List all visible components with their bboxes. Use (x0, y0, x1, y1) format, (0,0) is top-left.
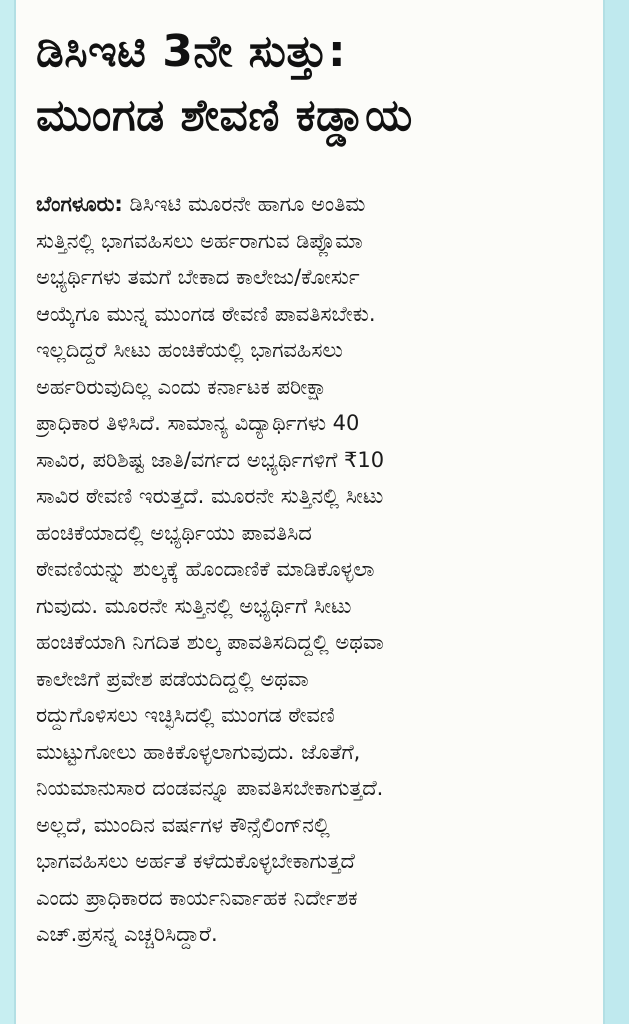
body-line: ಗುವುದು. ಮೂರನೇ ಸುತ್ತಿನಲ್ಲಿ ಅಭ್ಯರ್ಥಿಗೆ ಸೀಟು (36, 593, 352, 618)
newspaper-clipping (14, 0, 605, 1024)
body-line: ಸಾವಿರ ಠೇವಣಿ ಇರುತ್ತದೆ. ಮೂರನೇ ಸುತ್ತಿನಲ್ಲಿ ಸೀಟು (36, 484, 384, 508)
background-strip (605, 0, 629, 1024)
body-line-text: ಡಿಸಿಇಟಿ ಮೂರನೇ ಹಾಗೂ ಅಂತಿಮ (122, 192, 366, 216)
body-line: ಪ್ರಾಧಿಕಾರ ತಿಳಿಸಿದೆ. ಸಾಮಾನ್ಯ ವಿದ್ಯಾರ್ಥಿಗಳು 40 (36, 411, 360, 435)
article-headline (36, 20, 596, 148)
body-line: ಇಲ್ಲದಿದ್ದರೆ ಸೀಟು ಹಂಚಿಕೆಯಲ್ಲಿ ಭಾಗವಹಿಸಲು (36, 338, 343, 362)
body-line: ಎಂದು ಪ್ರಾಧಿಕಾರದ ಕಾರ್ಯನಿರ್ವಾಹಕ ನಿರ್ದೇಶಕ (36, 885, 358, 910)
body-line: ಹಂಚಿಕೆಯಾಗಿ ನಿಗದಿತ ಶುಲ್ಕ ಪಾವತಿಸದಿದ್ದಲ್ಲಿ ಅಥವಾ (36, 630, 384, 654)
dateline: ಬೆಂಗಳೂರು: (36, 192, 123, 216)
body-line: ನಿಯಮಾನುಸಾರ ದಂಡವನ್ನೂ ಪಾವತಿಸಬೇಕಾಗುತ್ತದೆ. (36, 776, 384, 800)
body-line: ಕಾಲೇಜಿಗೆ ಪ್ರವೇಶ ಪಡೆಯದಿದ್ದಲ್ಲಿ ಅಥವಾ (36, 666, 309, 691)
body-line: ಅಭ್ಯರ್ಥಿಗಳು ತಮಗೆ ಬೇಕಾದ ಕಾಲೇಜು/ಕೋರ್ಸು (36, 265, 360, 289)
body-line: ಠೇವಣಿಯನ್ನು ಶುಲ್ಕಕ್ಕೆ ಹೊಂದಾಣಿಕೆ ಮಾಡಿಕೊಳ್ಳಲಾ (36, 557, 375, 581)
headline-line: ಡಿಸಿಇಟಿ 3ನೇ ಸುತ್ತು: (36, 26, 347, 77)
body-line: ರದ್ದುಗೊಳಿಸಲು ಇಚ್ಛಿಸಿದಲ್ಲಿ ಮುಂಗಡ ಠೇವಣಿ (36, 703, 335, 727)
body-line: ಆಯ್ಕೆಗೂ ಮುನ್ನ ಮುಂಗಡ ಠೇವಣಿ ಪಾವತಿಸಬೇಕು. (36, 301, 376, 326)
body-line: ಭಾಗವಹಿಸಲು ಅರ್ಹತೆ ಕಳೆದುಕೊಳ್ಳಬೇಕಾಗುತ್ತದೆ (36, 849, 355, 873)
body-line (36, 186, 596, 223)
headline-line: ಮುಂಗಡ ಶೇವಣಿ ಕಡ್ಡಾಯ (36, 90, 413, 141)
body-line: ಎಚ್.ಪ್ರಸನ್ನ ಎಚ್ಚರಿಸಿದ್ದಾರೆ. (36, 922, 218, 946)
body-line: ಸುತ್ತಿನಲ್ಲಿ ಭಾಗವಹಿಸಲು ಅರ್ಹರಾಗುವ ಡಿಪ್ಲೊಮಾ (36, 228, 363, 253)
body-line: ಮುಟ್ಟುಗೋಲು ಹಾಕಿಕೊಳ್ಳಲಾಗುವುದು. ಜೊತೆಗೆ, (36, 739, 361, 764)
body-line: ಅಲ್ಲದೆ, ಮುಂದಿನ ವರ್ಷಗಳ ಕೌನ್ಸೆಲಿಂಗ್‌ನಲ್ಲಿ (36, 812, 330, 837)
body-line: ಅರ್ಹರಿರುವುದಿಲ್ಲ ಎಂದು ಕರ್ನಾಟಕ ಪರೀಕ್ಷಾ (36, 374, 328, 399)
body-line: ಹಂಚಿಕೆಯಾದಲ್ಲಿ ಅಭ್ಯರ್ಥಿಯು ಪಾವತಿಸಿದ (36, 520, 312, 545)
article-body (36, 186, 596, 953)
body-line: ಸಾವಿರ, ಪರಿಶಿಷ್ಟ ಜಾತಿ/ವರ್ಗದ ಅಭ್ಯರ್ಥಿಗಳಿಗೆ ₹10 (36, 447, 385, 472)
